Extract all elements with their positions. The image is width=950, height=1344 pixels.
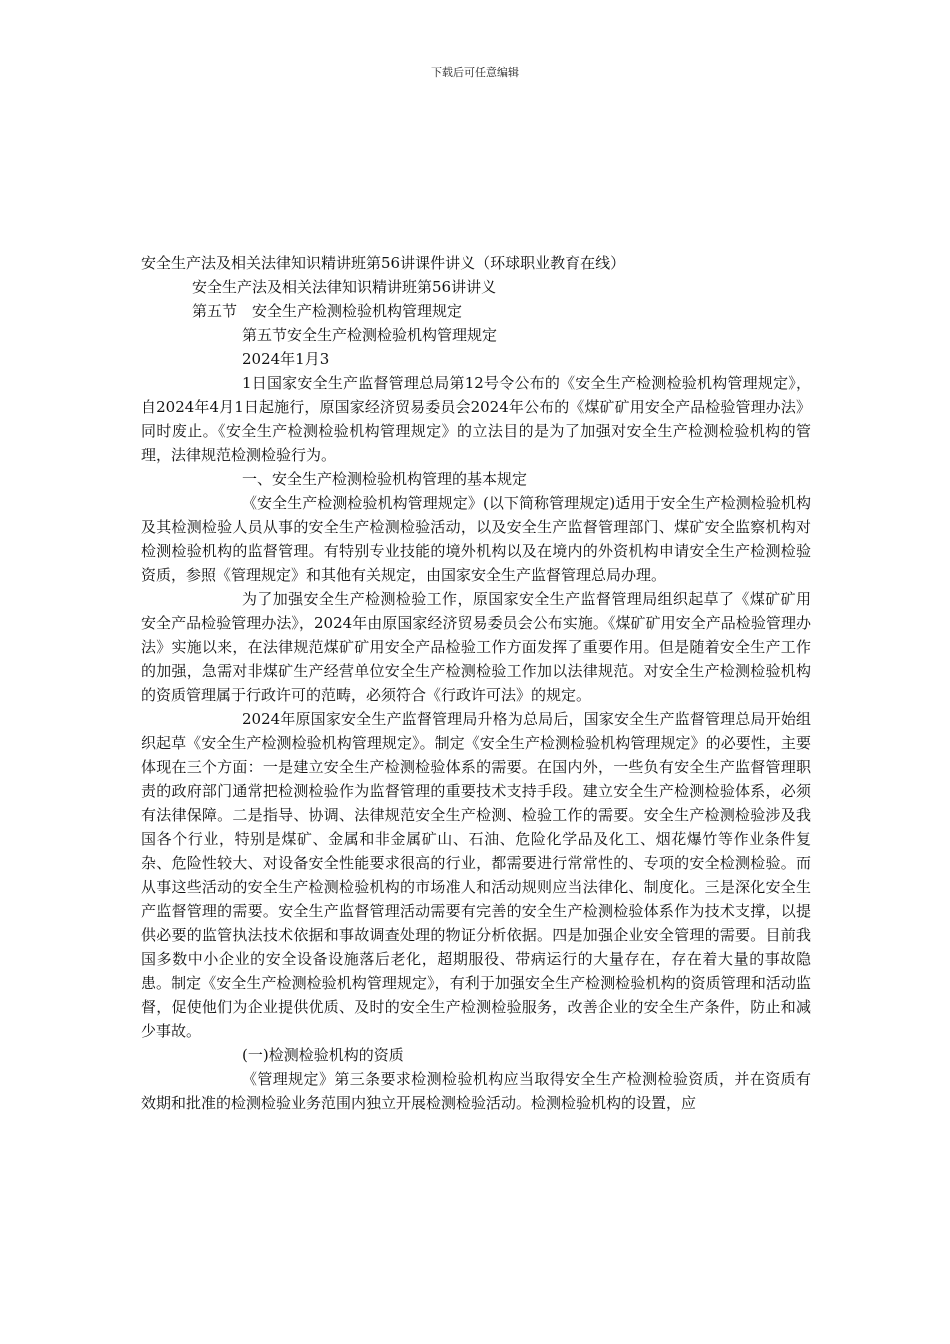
page-header-note: 下载后可任意编辑 xyxy=(431,66,519,79)
paragraph-qualification: 《管理规定》第三条要求检测检验机构应当取得安全生产检测检验资质，并在资质有效期和批准的检测检验业务范围内独立开展检测检验活动。检测检验机构的设置，应 xyxy=(141,1070,811,1112)
heading-basic-rules: 一、安全生产检测检验机构管理的基本规定 xyxy=(242,470,528,488)
document-title: 安全生产法及相关法律知识精讲班第56讲课件讲义（环球职业教育在线） xyxy=(141,254,626,272)
paragraph-intro: 1日国家安全生产监督管理总局第12号令公布的《安全生产检测检验机构管理规定》，自2024年4月1日起施行，原国家经济贸易委员会2024年公布的《煤矿矿用安全产品检验管理办法》同时废止。《安全生产检测检验机构管理规定》的立法目的是为了加强对安全生产检测检验机构的管理，法律规范检测检验行为。 xyxy=(141,374,811,464)
paragraph-background: 为了加强安全生产检测检验工作，原国家安全生产监督管理局组织起草了《煤矿矿用安全产品检验管理办法》，2024年由原国家经济贸易委员会公布实施。《煤矿矿用安全产品检验管理办法》实施以来，在法律规范煤矿矿用安全产品检验工作方面发挥了重要作用。但是随着安全生产工作的加强，急需对非煤矿生产经营单位安全生产检测检验工作加以法律规范。对安全生产检测检验机构的资质管理属于行政许可的范畴，必须符合《行政许可法》的规定。 xyxy=(141,590,811,704)
paragraph-necessity: 2024年原国家安全生产监督管理局升格为总局后，国家安全生产监督管理总局开始组织起草《安全生产检测检验机构管理规定》。制定《安全生产检测检验机构管理规定》的必要性，主要体现在三个方面：一是建立安全生产检测检验体系的需要。在国内外，一些负有安全生产监督管理职责的政府部门通常把检测检验作为监督管理的重要技术支持手段。建立安全生产检测检验体系，必须有法律保障。二是指导、协调、法律规范安全生产检测、检验工作的需要。安全生产检测检验涉及我国各个行业，特别是煤矿、金属和非金属矿山、石油、危险化学品及化工、烟花爆竹等作业条件复杂、危险性较大、对设备安全性能要求很高的行业，都需要进行常常性的、专项的安全检测检验。而从事这些活动的安全生产检测检验机构的市场准人和活动规则应当法律化、制度化。三是深化安全生产监督管理的需要。安全生产监督管理活动需要有完善的安全生产检测检验体系作为技术支撑，以提供必要的监管执法技术依据和事故调查处理的物证分析依据。四是加强企业安全管理的需要。目前我国多数中小企业的安全设备设施落后老化，超期服役、带病运行的大量存在，存在着大量的事故隐患。制定《安全生产检测检验机构管理规定》，有利于加强安全生产检测检验机构的资质管理和活动监督，促使他们为企业提供优质、及时的安全生产检测检验服务，改善企业的安全生产条件，防止和减少事故。 xyxy=(141,710,811,1040)
document-subtitle: 安全生产法及相关法律知识精讲班第56讲讲义 xyxy=(192,278,497,296)
paragraph-scope: 《安全生产检测检验机构管理规定》(以下简称管理规定)适用于安全生产检测检验机构及其检测检验人员从事的安全生产检测检验活动，以及安全生产监督管理部门、煤矿安全监察机构对检测检验机构的监督管理。有特别专业技能的境外机构以及在境内的外资机构申请安全生产检测检验资质，参照《管理规定》和其他有关规定，由国家安全生产监督管理总局办理。 xyxy=(141,494,811,584)
section-heading: 第五节 安全生产检测检验机构管理规定 xyxy=(192,302,463,320)
document-body xyxy=(141,251,811,1115)
date-line: 2024年1月3 xyxy=(242,350,330,368)
heading-qualification: (一)检测检验机构的资质 xyxy=(242,1046,404,1064)
section-heading-repeat: 第五节安全生产检测检验机构管理规定 xyxy=(242,326,498,344)
